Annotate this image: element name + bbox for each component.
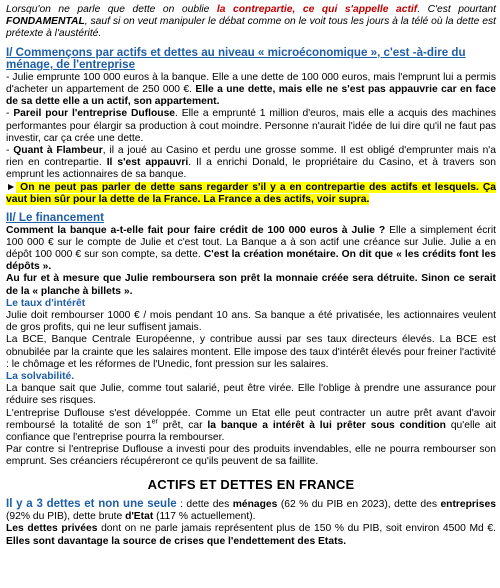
key-point-highlight: On ne peut pas parler de dette sans regarder s'il y a en contrepartie des actifs et lesquels. Ça vaut bien sûr pour la dette de la France. La France a des actifs, voir supra. — [6, 181, 496, 205]
solvency-paragraph-2 — [6, 408, 496, 445]
ordinal-superscript: er — [151, 418, 158, 426]
three-debts-text-2: (62 % du PIB en 2023), dette des — [277, 498, 441, 510]
flambeur-name: Quant à Flambeur — [13, 145, 103, 157]
duflouse-text: . Elle a emprunté 1 million d'euros, mais elle a acquis des machines performantes pour élargir sa production à cout moindre. Personne n'aurait l'idée de lui dire qu'il ne faut pas investir, car ça crée une dette. — [6, 108, 496, 144]
bank-interest: la banque a intérêt à lui prêter sous condition — [207, 419, 446, 431]
flambeur-text: , il a joué au Casino et perdu une grosse somme. Il est obligé d'emprunter mais n'a rien en contrepartie. — [6, 145, 496, 169]
credit-answer: Elle a simplement écrit 100 000 € sur le compte de Julie et c'est tout. La Banque a à son actif une créance sur Julie. Julie a en dépôt 100 000 € sur son compte, sa dette. — [6, 224, 496, 261]
private-debts-text: dont on ne parle jamais représentent plus de 150 % du PIB, soit environ 4500 Md €. — [97, 523, 497, 535]
three-debts-text-4: (117 % actuellement). — [153, 511, 256, 523]
three-debts-lead: Il y a 3 dettes et non une seule — [6, 497, 177, 510]
france-section-title: ACTIFS ET DETTES EN FRANCE — [147, 476, 355, 492]
state: d'Etat — [125, 511, 154, 523]
flambeur-text-2: . Il a enrichi Donald, le propriétaire du Casino, et à travers son emprunt les actionnaires de sa banque. — [6, 157, 496, 181]
interest-paragraph-2: La BCE, Banque Centrale Européenne, y contribue aussi par ses taux directeurs élevés. La BCE est obnubilée par la crainte que les salaires montent. Elle impose des taux d'intérêt élevés pour freiner l'activité : le chômage et les réformes de l'Unedic, font pression sur les salaires. — [6, 334, 496, 370]
key-point-paragraph — [6, 182, 496, 206]
duflouse-paragraph — [6, 108, 496, 145]
duflouse-dash: - — [6, 108, 14, 120]
solvency-paragraph-1: La banque sait que Julie, comme tout salarié, peut être virée. Elle l'oblige à prendre une assurance pour réduire ses risques. — [6, 383, 496, 407]
repayment-paragraph: Au fur et à mesure que Julie remboursera son prêt la monnaie créée sera détruite. Sinon ce serait de la « planche à billets ». — [6, 273, 496, 297]
intro-counterpart: la contrepartie, ce qui s'appelle actif — [216, 4, 418, 15]
flambeur-impoverished: Il s'est appauvri — [106, 157, 189, 169]
section-1-title: I/ Commençons par actifs et dettes au niveau « microéconomique », c'est -à-dire du ménage, de l'entreprise — [6, 45, 466, 72]
intro-paragraph — [6, 4, 496, 41]
solvency-text-3: qu'elle ait confiance que l'entreprise pourra la rembourser. — [6, 419, 496, 444]
credit-paragraph — [6, 225, 496, 274]
private-debts-lead: Les dettes privées — [6, 523, 98, 535]
julie-paragraph — [6, 72, 496, 109]
solvency-heading: La solvabilité. — [6, 371, 75, 383]
solvency-text-2: prêt, car — [157, 419, 208, 431]
money-creation: C'est la création monétaire. On dit que « les crédits font les dépôts ». — [6, 249, 496, 273]
section-2-title: II/ Le financement — [6, 211, 104, 225]
intro-fundamental: FONDAMENTAL — [6, 16, 85, 28]
arrow-icon: ► — [6, 181, 17, 193]
three-debts-text-3: (92% du PIB), dette brute — [6, 511, 126, 523]
document-page — [6, 4, 496, 548]
solvency-text: L'entreprise Duflouse s'est développée. Comme un Etat elle peut contracter un autre prêt avant d'avoir remboursé la totalité de son 1 — [6, 407, 496, 431]
intro-text-2: . C'est pourtant — [417, 4, 497, 15]
intro-text: Lorsqu'on ne parle que dette on oublie — [6, 4, 217, 15]
duflouse-name: Pareil pour l'entreprise Duflouse — [13, 108, 176, 120]
julie-conclusion: Elle a une dette, mais elle ne s'est pas appauvrie car en face de sa dette elle a un actif, son appartement. — [6, 84, 496, 108]
interest-rate-heading: Le taux d'intérêt — [6, 297, 86, 309]
private-debts-paragraph — [6, 523, 496, 547]
flambeur-dash: - — [6, 145, 14, 157]
households: ménages — [232, 498, 278, 510]
private-debts-conclusion: Elles sont davantage la source de crises que l'endettement des Etats. — [6, 535, 347, 547]
julie-text: - Julie emprunte 100 000 euros à la banque. Elle a une dette de 100 000 euros, mais l'emprunt lui a permis d'acheter un appartement de 250 000 €. — [6, 71, 496, 95]
credit-question: Comment la banque a-t-elle fait pour faire crédit de 100 000 euros à Julie ? — [6, 224, 386, 236]
three-debts-text: : dette des — [176, 498, 233, 510]
flambeur-paragraph — [6, 145, 496, 182]
intro-text-3: , sauf si on veut manipuler le débat comme on le voit tous les jours à la télé où la dette est prétexte à l'austérité. — [6, 16, 496, 40]
solvency-paragraph-3: Par contre si l'entreprise Duflouse a investi pour des produits invendables, elle ne pourra rembourser son emprunt. Ses créanciers récupéreront ce qu'ils peuvent de sa faillite. — [6, 444, 496, 468]
three-debts-paragraph — [6, 498, 496, 523]
interest-paragraph-1: Julie doit rembourser 1000 € / mois pendant 10 ans. Sa banque a été privatisée, les actionnaires veulent de gros profits, qui ne leur suffisent jamais. — [6, 310, 496, 334]
companies: entreprises — [440, 498, 496, 510]
